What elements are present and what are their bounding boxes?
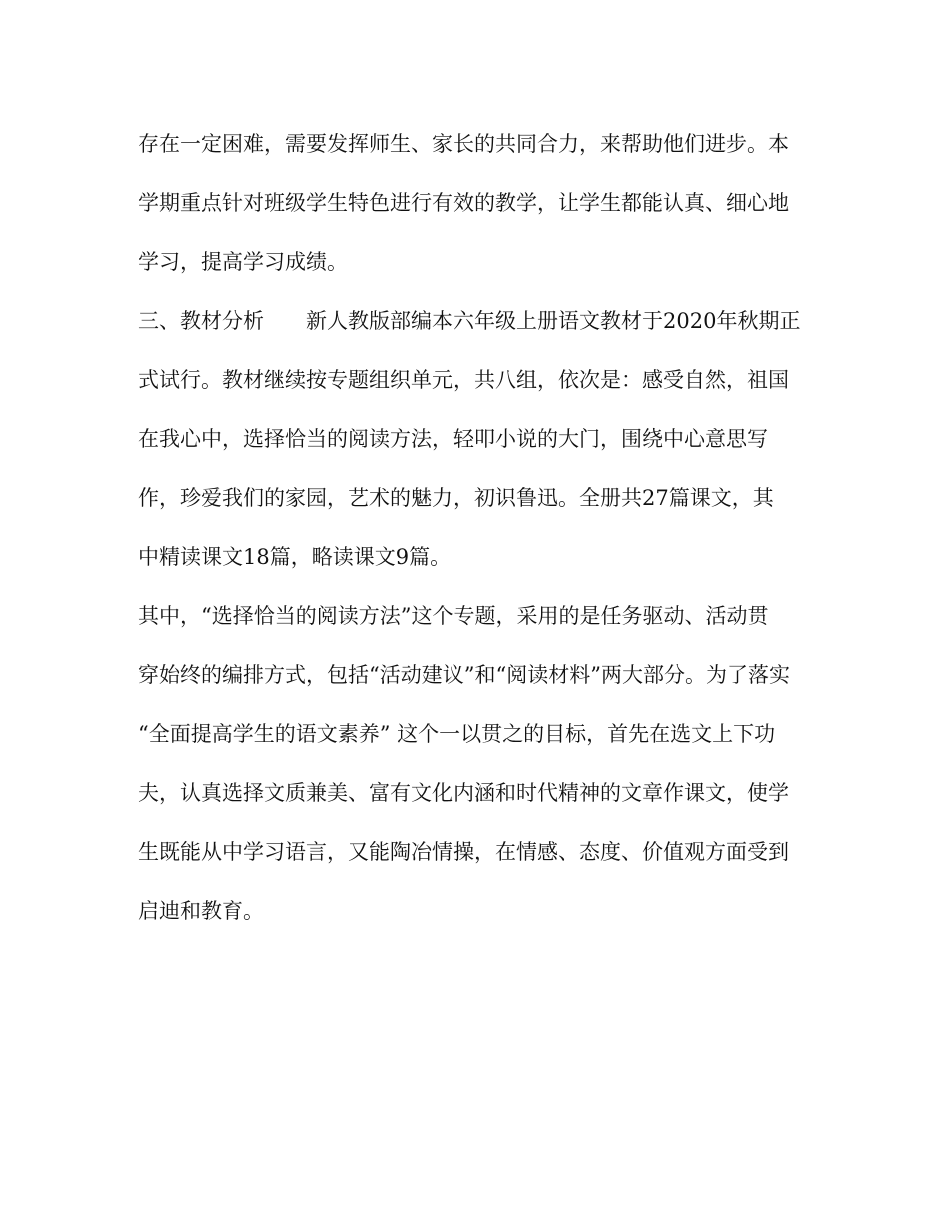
- text-line-14: 启迪和教育。: [138, 899, 264, 923]
- text-line-13: 生既能从中学习语言，又能陶冶情操，在情感、态度、价值观方面受到: [138, 840, 789, 864]
- text-line-8: 中精读课文18篇，略读课文9篇。: [138, 545, 452, 569]
- text-line-7: 作，珍爱我们的家园，艺术的魅力，初识鲁迅。全册共27篇课文，其: [138, 486, 774, 510]
- body-text: [138, 122, 818, 948]
- text-line-12: 夫，认真选择文质兼美、富有文化内涵和时代精神的文章作课文，使学: [138, 781, 789, 805]
- text-line-3: 学习，提高学习成绩。: [138, 250, 348, 274]
- text-line-5: 式试行。教材继续按专题组织单元，共八组，依次是：感受自然，祖国: [138, 368, 789, 392]
- text-line-6: 在我心中，选择恰当的阅读方法，轻叩小说的大门，围绕中心意思写: [138, 427, 768, 451]
- text-line-2: 学期重点针对班级学生特色进行有效的教学，让学生都能认真、细心地: [138, 191, 789, 215]
- text-line-1: 存在一定困难，需要发挥师生、家长的共同合力，来帮助他们进步。本: [138, 132, 789, 156]
- text-line-11: “全面提高学生的语文素养” 这个一以贯之的目标，首先在选文上下功: [138, 722, 776, 746]
- section-heading-line: 三、教材分析 新人教版部编本六年级上册语文教材于2020年秋期正: [138, 309, 801, 333]
- text-line-9: 其中，“选择恰当的阅读方法”这个专题，采用的是任务驱动、活动贯: [138, 604, 769, 628]
- text-line-10: 穿始终的编排方式，包括“活动建议”和“阅读材料”两大部分。为了落实: [138, 663, 790, 687]
